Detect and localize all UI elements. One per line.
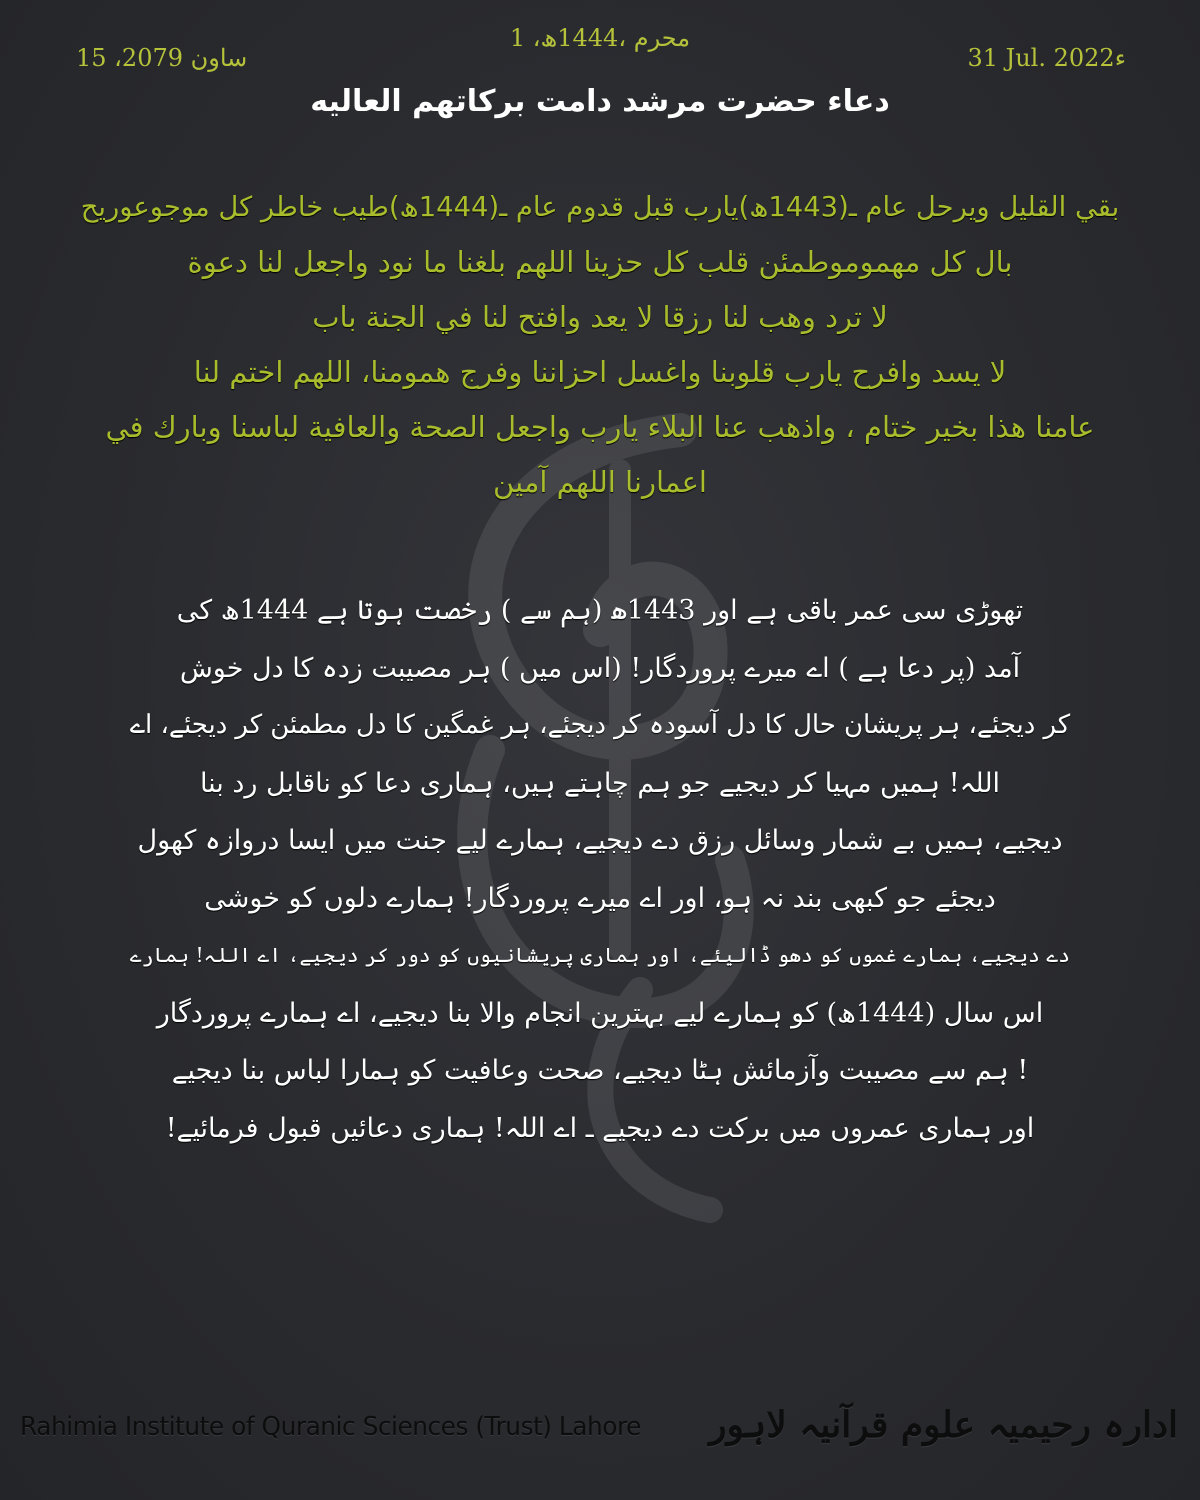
urdu-line: اور ہماری عمروں میں برکت دے دیجیے ـ اے اللہ! ہماری دعائیں قبول فرمائیے! xyxy=(165,1112,1035,1144)
institute-logo: ادارہ رحیمیہ علوم قرآنیہ لاہور xyxy=(709,1404,1178,1446)
arabic-line: بقي القليل ويرحل عام ـ(1443ھ)يارب قبل قدوم عام ـ(1444ھ)طيب خاطر كل موجوعوريح xyxy=(80,192,1120,223)
date-vikram: 15 ،ساون 2079 xyxy=(76,44,248,72)
arabic-prayer xyxy=(70,180,1130,510)
footer xyxy=(0,1394,1200,1484)
date-gregorian: 31 Jul. 2022ء xyxy=(967,44,1126,72)
page-title: دعاء حضرت مرشد دامت برکاتهم العاليه xyxy=(310,84,890,119)
institute-name: Rahimia Institute of Quranic Sciences (Trust) Lahore xyxy=(20,1412,641,1442)
urdu-line: تھوڑی سی عمر باقی ہے اور 1443ھ (ہم سے ) رخصت ہوتا ہے 1444ھ کی xyxy=(176,595,1024,626)
arabic-line: لا ترد وهب لنا رزقا لا يعد وافتح لنا في الجنة باب xyxy=(312,300,888,334)
urdu-line: دے دیجیے، ہمارے غموں کو دھو ڈالیئے، اور ہماری پریشانیوں کو دور کر دیجیے، اے اللہ! ہمارے xyxy=(129,943,1071,967)
urdu-translation xyxy=(120,582,1080,1157)
arabic-line: لا يسد وافرح يارب قلوبنا واغسل احزاننا وفرج همومنا، اللهم اختم لنا xyxy=(193,355,1007,389)
urdu-line: اس سال (1444ھ) کو ہمارے لیے بہترین انجام والا بنا دیجیے، اے ہمارے پروردگار xyxy=(156,997,1044,1029)
arabic-line: بال كل مهموموطمئن قلب كل حزينا اللهم بلغنا ما نود واجعل لنا دعوة xyxy=(187,245,1013,279)
arabic-line: اعمارنا اللهم آمين xyxy=(493,465,707,499)
urdu-line: دیجئے جو کبھی بند نہ ہو، اور اے میرے پروردگار! ہمارے دلوں کو خوشی xyxy=(204,882,996,914)
urdu-line: اللہ! ہمیں مہیا کر دیجیے جو ہم چاہتے ہیں، ہماری دعا کو ناقابل رد بنا xyxy=(199,767,1001,799)
urdu-line: کر دیجئے، ہر پریشان حال کا دل آسودہ کر دیجئے، ہر غمگین کا دل مطمئن کر دیجئے، اے xyxy=(129,710,1071,740)
arabic-line: عامنا هذا بخير ختام ، واذهب عنا البلاء يارب واجعل الصحة والعافية لباسنا وبارك في xyxy=(105,410,1095,444)
urdu-line: آمد (پر دعا ہے ) اے میرے پروردگار! (اس میں ) ہر مصیبت زدہ کا دل خوش xyxy=(179,652,1021,684)
urdu-line: دیجیے، ہمیں بے شمار وسائل رزق دے دیجیے، ہمارے لیے جنت میں ایسا دروازہ کھول xyxy=(137,825,1063,856)
urdu-line: ! ہم سے مصیبت وآزمائش ہٹا دیجیے، صحت وعافیت کو ہمارا لباس بنا دیجیے xyxy=(171,1055,1029,1086)
date-hijri: 1 ،محرم ،1444ھ xyxy=(509,24,691,52)
